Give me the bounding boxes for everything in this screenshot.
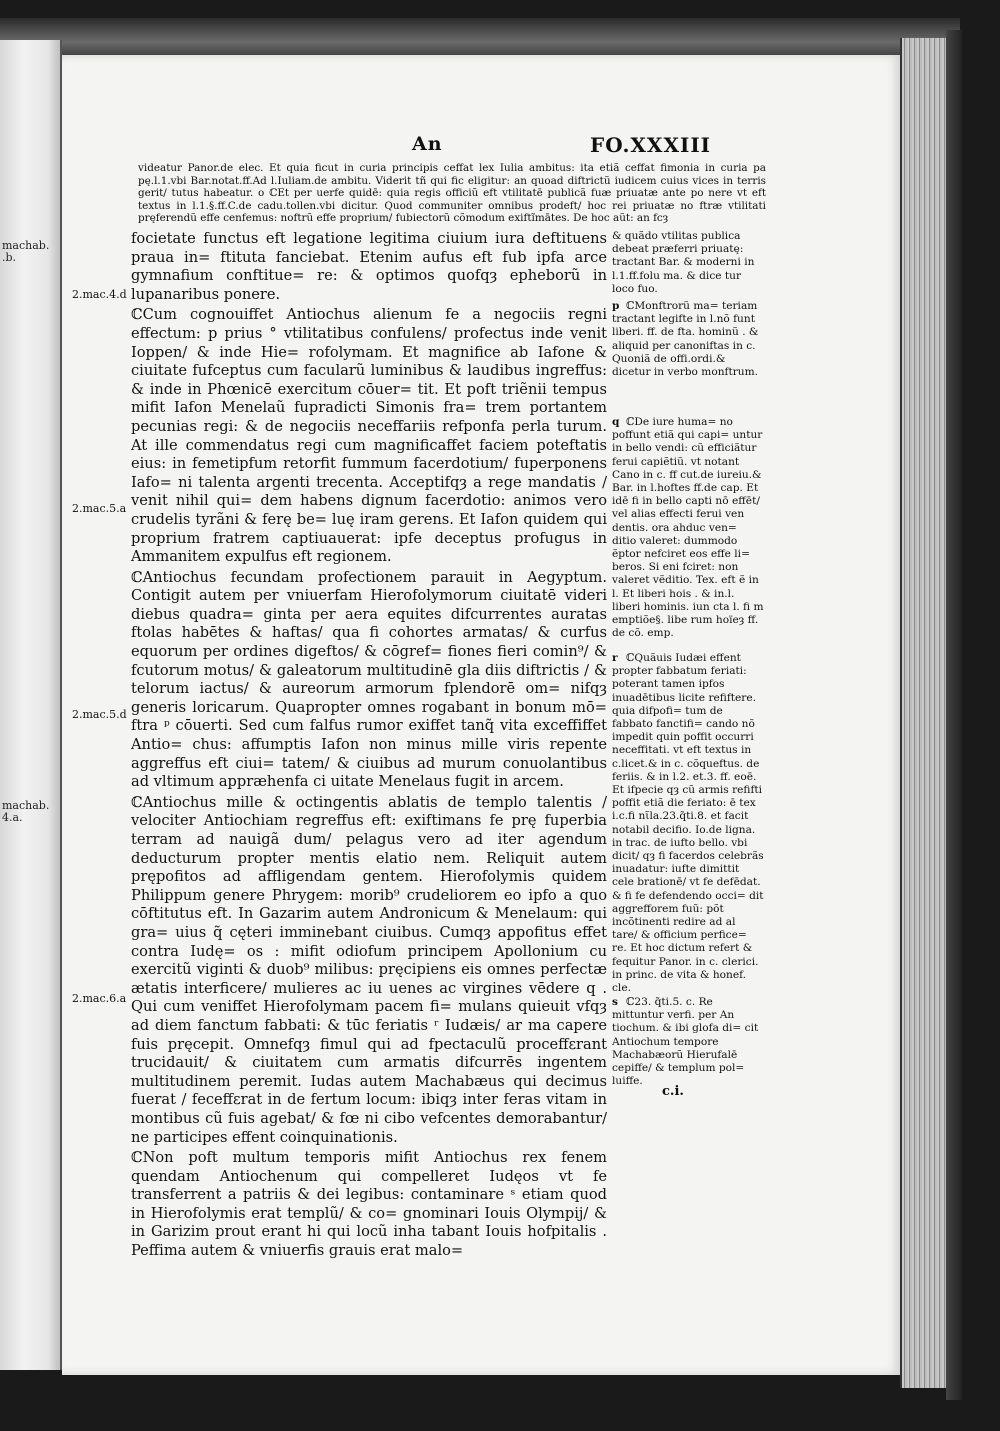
- margin-ref-2mac5a: 2.mac.5.a: [72, 502, 127, 515]
- side-note-q-text: ℂDe iure huma= no poffunt etiã qui capi= untur in bello vendi: cũ efficiãtur ferui capiẽtiũ. vt notant Cano in c. ff cut.de iureiu.& Bar. in l.hoftes ff.de cap. Et idē fi in bello capti nō effēt/ vel alias effecti ferui ven dentis. ora ahduc ven= ditio valeret: dummodo ẽptor nefciret eos effe li= beros. Si eni fciret: non valeret vẽditio. Tex. eft ẽ in l. Et liberi hois . & in.l. liberi hominis. iun cta l. fi m emptiõe§. libe rum hoïeȝ ff. de cõ. emp.: [612, 416, 764, 640]
- side-note-0: [612, 230, 764, 296]
- paragraph-3: ℂAntiochus fecundam profectionem parauit in Aegyptum. Contigit autem per vniuerfam Hierofolymorum ciuitatē videri diebus quadra= ginta per aera equites difcurrentes auratas ftolas habētes & haftas/ qua fi cohortes armatas/ & curfus equorum per ordines digeftos/ & cōgref= fiones fieri comin⁹/ & fcutorum motus/ & galeatorum multitudinē gla diis diftrictis / & telorum iactus/ & aureorum armorum fplendorē om= nifqȝ generis loricarum. Quapropter omnes rogabant in bonum mō= ftra ᵖ cōuerti. Sed cum falfus rumor exiffet tanq̃ vita exceffiffet Antio= chus: affumptis Iafon non minus mille viris repente aggreffus eft ciui= tatem/ & ciuibus ad murum conuolantibus ad vltimum appræhenfa ci uitate Menelaus fugit in arcem.: [131, 568, 607, 791]
- side-note-s: [612, 996, 764, 1088]
- side-note-p-text: ℂMonftrorũ ma= teriam tractant legifte in l.nõ funt liberi. ff. de fta. hominũ . & aliquid per canoniftas in c. Quoniã de offi.ordi.& dicetur in verbo monftrum.: [612, 300, 759, 379]
- side-note-r-key: r: [612, 652, 618, 664]
- main-text-column: [131, 230, 607, 1261]
- left-margin-note-1: machab. .b.: [2, 239, 50, 264]
- side-note-s-key: s: [612, 996, 618, 1008]
- side-note-s-text: ℂ23. q̃ti.5. c. Re mittuntur verfi. per An tiochum. & ibi glofa di= cit Antiochum tempore Machabæorũ Hierufalē cepiffe/ & templum pol= luiffe.: [612, 996, 759, 1088]
- paragraph-4: ℂAntiochus mille & octingentis ablatis de templo talentis / velociter Antiochiam regreffus eft: exiftimans fe prę fuperbia terram ad nauigã dum/ pelagus vero ad iter agendum deducturum propter mentis elatio nem. Reliquit autem prępofitos ad affligendam gentem. Hierofolymis quidem Philippum genere Phrygem: morib⁹ crudeliorem eo ipfo a quo cōftitutus eft. In Gazarim autem Andronicum & Menelaum: qui gra= uius q̃ cęteri imminebant ciuibus. Cumqȝ appofitus effet contra Iudę= os : mifit odiofum principem Apollonium cu exercitũ viginti & duob⁹ milibus: pręcipiens eis omnes perfectæ ætatis interficere/ mulieres ac iu uenes ac virgines vēdere q . Qui cum veniffet Hierofolymam pacem fi= mulans quieuit vfqȝ ad diem fanctum fabbati: & tūc feriatis ʳ Iudæis/ ar ma capere fuis pręcepit. Omnefqȝ fimul qui ad fpectaculũ proceffεrant trucidauit/ & ciuitatem cum armatis difcurrēs ingentem multitudinem peremit. Iudas autem Machabæus qui decimus fuerat / feceffεrat in de fertum locum: ibiqȝ inter feras vitam in montibus cũ fuis agebat/ & fœ ni cibo vefcentes demorabantur/ ne participes effent coinquinationis.: [131, 793, 607, 1146]
- top-commentary-text: videatur Panor.de elec. Et quia ficut in curia principis ceffat lex Iulia ambitus: ita etiã ceffat fimonia in curia pa pę.l.1.vbi Bar.notat.ff.Ad l.Iuliam.de ambitu. Viderit tñ qui fic eligitur: an quoad diftrictũ iudicem cuius vices in terris gerit/ tutus habeatur. o ℂEt per uerfe quidē: quia regis officiũ eft vtilitatē publicã fuæ priuatæ ante po nere vt eft textus in l.1.§.ff.C.de cadu.tollen.vbi dicitur. Quod communiter omnibus prodeft/ hoc rei priuatæ no ftræ vtilitati pręferendũ effe cenfemus: noftrũ effe proprium/ fubiectorũ cõmodum exiftĩmātes. De hoc aũt: an fcȝ: [138, 162, 766, 224]
- side-note-q-key: q: [612, 416, 620, 428]
- paragraph-1: focietate functus eft legatione legitima ciuium iura deftituens praua in= ftituta fanciebat. Etenim aufus eft fub ipfa arce gymnafium conftitue= re: & optimos quofqȝ epheborũ in lupanaribus ponere.: [131, 230, 607, 303]
- page-stack-edge: [900, 38, 950, 1388]
- side-note-p-key: p: [612, 300, 620, 312]
- side-note-q: [612, 416, 764, 640]
- side-note-r-text: ℂQuãuis Iudæi effent propter fabbatum feriati: poterant tamen ipfos inuadētibus licite refiftere. quia difpofi= tum de fabbato fanctifi= cando nõ impedit quin poffit occurri neceffitati. vt eft textus in c.licet.& in c. cõqueftus. de feriis. & in l.2. et.3. ff. eoē. Et ifpecie qȝ cũ armis refifti poffit etiã die feriato: ē tex i.c.fi nῖla.23.q̃ti.8. et facit notabil decifio. Io.de ligna. in trac. de iufto bello. vbi dicit/ qȝ fi facerdos celebrãs inuadatur: iufte dimittit cele brationē/ vt fe defēdat. & fi fe defendendo occi= dit aggrefforem fuũ: põt incõtinenti redire ad al tare/ & officium perfice= re. Et hoc dictum refert & fequitur Panor. in c. clerici. in princ. de vita & honef. cle.: [612, 652, 764, 995]
- top-commentary: [138, 162, 766, 225]
- margin-ref-2mac4d: 2.mac.4.d: [72, 288, 127, 301]
- paragraph-2: ℂCum cognouiffet Antiochus alienum fe a negociis regni effectum: p prius ° vtilitatibus confulens/ profectus inde venit Ioppen/ & inde Hie= rofolymam. Et magnifice ab Iafone & ciuitate fufceptus cum facularũ luminibus & laudibus ingreffus: & inde in Phœnicē exercitum cōuer= tit. Et poft triẽnii tempus mifit Iafon Menelaũ fupradicti Simonis fra= trem portantem pecunias regi: & de negociis neceffariis refponfa perla turum. At ille commendatus regi cum magnificaffet faciem poteftatis eius: in femetipfum retorfit fummum facerdotium/ fuperponens Iafo= ni talenta argenti trecenta. Acceptifqȝ a rege mandatis / venit nihil qui= dem habens dignum facerdotio: animos vero crudelis tyrãni & ferę be= luę iram gerens. Et Iafon quidem qui proprium fratrem captiuauerat: ipfe deceptus profugus in Ammanitem expulfus eft regionem.: [131, 306, 607, 566]
- margin-ref-2mac6a: 2.mac.6.a: [72, 992, 127, 1005]
- book-cover-edge: [946, 30, 962, 1400]
- left-page-edge: [0, 40, 62, 1370]
- running-head: An: [412, 133, 443, 155]
- paragraph-5: ℂNon poft multum temporis mifit Antiochus rex fenem quendam Antiochenum qui compelleret Iudęos vt fe transferrent a patriis & dei legibus: contaminare ˢ etiam quod in Hierofolymis erat templũ/ & co= gnominari Iouis Olympij/ & in Garizim prout erant hi qui locũ inha tabant Iouis hofpitalis . Peffima autem & vniuerfis grauis erat malo=: [131, 1149, 607, 1260]
- signature-mark: c.i.: [662, 1084, 684, 1099]
- book-strap: [0, 18, 960, 58]
- left-margin-note-5: machab. 4.a.: [2, 799, 50, 824]
- side-note-0-text: & quãdo vtilitas publica debeat præferri priuatę: tractant Bar. & moderni in l.1.ff.folu ma. & dice tur loco fuo.: [612, 230, 755, 295]
- side-note-r: [612, 652, 764, 995]
- side-note-p: [612, 300, 764, 379]
- margin-ref-2mac5d: 2.mac.5.d: [72, 708, 127, 721]
- folio-number: FO.XXXIII: [590, 133, 712, 157]
